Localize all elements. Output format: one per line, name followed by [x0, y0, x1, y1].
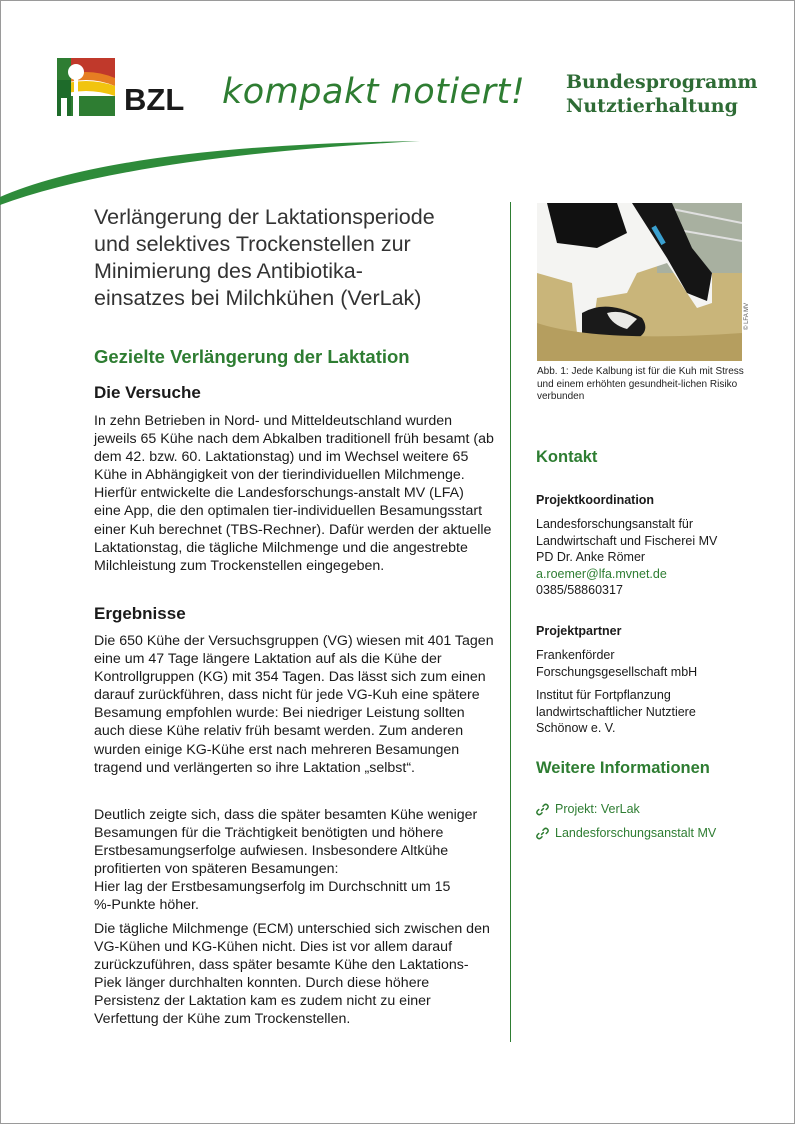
title-line: und selektives Trockenstellen zur [94, 232, 411, 256]
weitere-heading: Weitere Informationen [536, 759, 710, 777]
link-landesforschungsanstalt[interactable] [536, 826, 716, 840]
program-line-1: Bundesprogramm [566, 71, 758, 93]
versuche-heading: Die Versuche [94, 383, 201, 402]
title-line: Minimierung des Antibiotika- [94, 259, 363, 283]
link-icon [536, 803, 549, 816]
column-divider [510, 202, 511, 1042]
slogan: kompakt notiert! [222, 72, 526, 112]
partner-1 [536, 647, 756, 680]
bzl-logo [57, 58, 192, 118]
address-line: PD Dr. Anke Römer [536, 550, 646, 564]
partner-line: Frankenförder [536, 648, 615, 662]
partner-line: landwirtschaftlicher Nutztiere [536, 704, 696, 719]
bzl-logo-mark [57, 58, 115, 116]
cow-calf-photo [537, 203, 742, 361]
program-line-2: Nutztierhaltung [566, 95, 738, 117]
link-label[interactable]: Projekt: VerLak [555, 802, 640, 816]
email-link[interactable]: a.roemer@lfa.mvnet.de [536, 566, 667, 581]
address-line: Landwirtschaft und Fischerei MV [536, 533, 718, 548]
photo-caption: Abb. 1: Jede Kalbung ist für die Kuh mit Stress und einem erhöhten gesundheit-lichen Risiko verbunden [537, 366, 744, 402]
section-title: Gezielte Verlängerung der Laktation [94, 346, 410, 367]
ergebnisse-paragraph-3: Die tägliche Milchmenge (ECM) unterschied sich zwischen den VG-Kühen und KG-Kühen nicht. Dies ist vor allem darauf zurückzuführen, dass später besamte Kühe den Laktations-Piek länger durchhalten konnten. Durch diese höhere Persistenz der Laktation kam es zudem nicht zu einer Verfettung der Kühe zum Trockenstellen. [94, 921, 490, 1028]
phone-number: 0385/58860317 [536, 583, 623, 597]
partner-line: Forschungsgesellschaft mbH [536, 664, 698, 679]
photo-credit: © LFA MV [744, 302, 750, 330]
title-line: einsatzes bei Milchkühen (VerLak) [94, 286, 422, 310]
partner-line: Schönow e. V. [536, 721, 616, 735]
program-name [566, 70, 758, 118]
kontakt-heading: Kontakt [536, 448, 598, 466]
title-line: Verlängerung der Laktationsperiode [94, 205, 435, 229]
koordination-label: Projektkoordination [536, 493, 655, 507]
partner-label: Projektpartner [536, 624, 622, 638]
versuche-text: In zehn Betrieben in Nord- und Mitteldeutschland wurden jeweils 65 Kühe nach dem Abkalben traditionell früh besamt (ab dem 42. bzw. 60. Laktationstag) und im Wechsel weitere 65 Kühe in Abhängigkeit von der tierindividuellen Milchmenge. Hierfür entwickelte die Landesforschungs-anstalt MV (LFA) eine App, die den optimalen tier-individuellen Besamungsstart einer Kuh berechnet (TBS-Rechner). Dafür werden der aktuelle Laktationstag, die tägliche Milchmenge und die angestrebte Milchleistung zum Trockenstellen eingegeben. [94, 413, 494, 574]
logo-text: BZL [124, 82, 185, 117]
partner-2 [536, 687, 756, 737]
koordination-address [536, 516, 756, 599]
document-title [94, 204, 494, 312]
ergebnisse-paragraph-2: Deutlich zeigte sich, dass die später besamten Kühe weniger Besamungen für die Trächtigkeit benötigten und höhere Erstbesamungserfolge aufwiesen. Insbesondere Altkühe profitierten von späteren Besamungen: [94, 807, 478, 878]
ergebnisse-paragraph-2b: Hier lag der Erstbesamungserfolg im Durchschnitt um 15 %-Punkte höher. [94, 879, 451, 914]
link-icon [536, 827, 549, 840]
address-line: Landesforschungsanstalt für [536, 517, 694, 531]
ergebnisse-heading: Ergebnisse [94, 604, 186, 623]
ergebnisse-paragraph-1: Die 650 Kühe der Versuchsgruppen (VG) wiesen mit 401 Tagen eine um 47 Tage längere Laktation auf als die Kühe der Kontrollgruppen (KG) mit 354 Tagen. Das lässt sich zum einen darauf zurückführen, dass nicht für jede VG-Kuh eine spätere Besamung empfohlen wurde: Bei niedriger Leistung sollten auch diese Kühe relativ früh besamt werden. Zum anderen wurden einige KG-Kühe erst nach mehreren Besamungen tragend und verlängerten so ihre Laktation „selbst“. [94, 633, 494, 776]
main-column [94, 204, 494, 312]
partner-line: Institut für Fortpflanzung [536, 688, 671, 702]
link-label[interactable]: Landesforschungsanstalt MV [555, 826, 717, 840]
link-projekt-verlak[interactable] [536, 802, 640, 816]
header-swoosh [0, 135, 420, 205]
